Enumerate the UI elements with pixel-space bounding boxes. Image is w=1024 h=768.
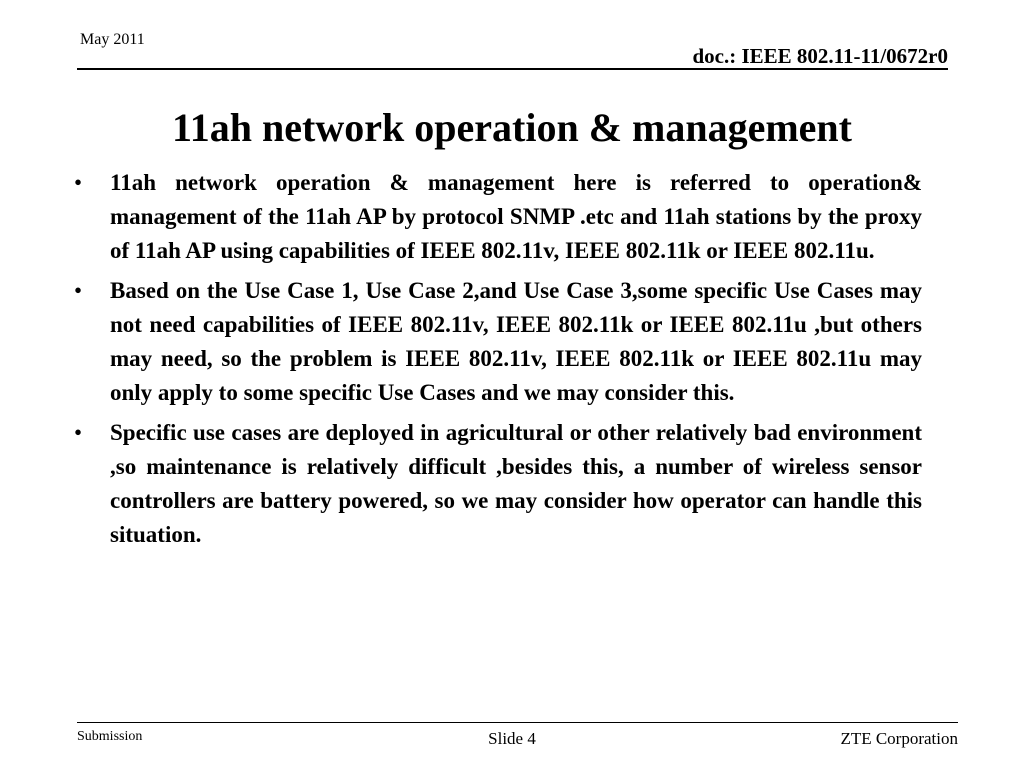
footer-slide-number: Slide 4 [488, 729, 536, 748]
bullet-item-3 [74, 416, 922, 552]
bullet-text: Specific use cases are deployed in agricultural or other relatively bad environment ,so maintenance is relatively difficult ,besides this, a number of wireless sensor controllers are battery powered, so we may consider how operator can handle this situation. [110, 420, 922, 547]
footer-organization: ZTE Corporation [840, 729, 958, 748]
bullet-item-2 [74, 274, 922, 410]
footer-rule [77, 722, 958, 723]
header-date: May 2011 [80, 31, 145, 48]
bullet-marker: • [74, 278, 83, 303]
bullet-list [74, 166, 922, 558]
header-rule [77, 68, 948, 70]
bullet-marker: • [74, 170, 83, 195]
header-doc-id: doc.: IEEE 802.11-11/0672r0 [692, 44, 948, 68]
bullet-text: Based on the Use Case 1, Use Case 2,and Use Case 3,some specific Use Cases may not need capabilities of IEEE 802.11v, IEEE 802.11k or IEEE 802.11u ,but others may need, so the problem is IEEE 802.11v, IEEE 802.11k or IEEE 802.11u may only apply to some specific Use Cases and we may consider this. [110, 278, 922, 405]
slide-title: 11ah network operation & management [172, 105, 852, 150]
footer-submission: Submission [77, 729, 143, 744]
bullet-text: 11ah network operation & management here is referred to operation& management of the 11ah AP by protocol SNMP .etc and 11ah stations by the proxy of 11ah AP using capabilities of IEEE 802.11v, IEEE 802.11k or IEEE 802.11u. [110, 170, 922, 263]
bullet-item-1 [74, 166, 922, 268]
bullet-marker: • [74, 420, 83, 445]
